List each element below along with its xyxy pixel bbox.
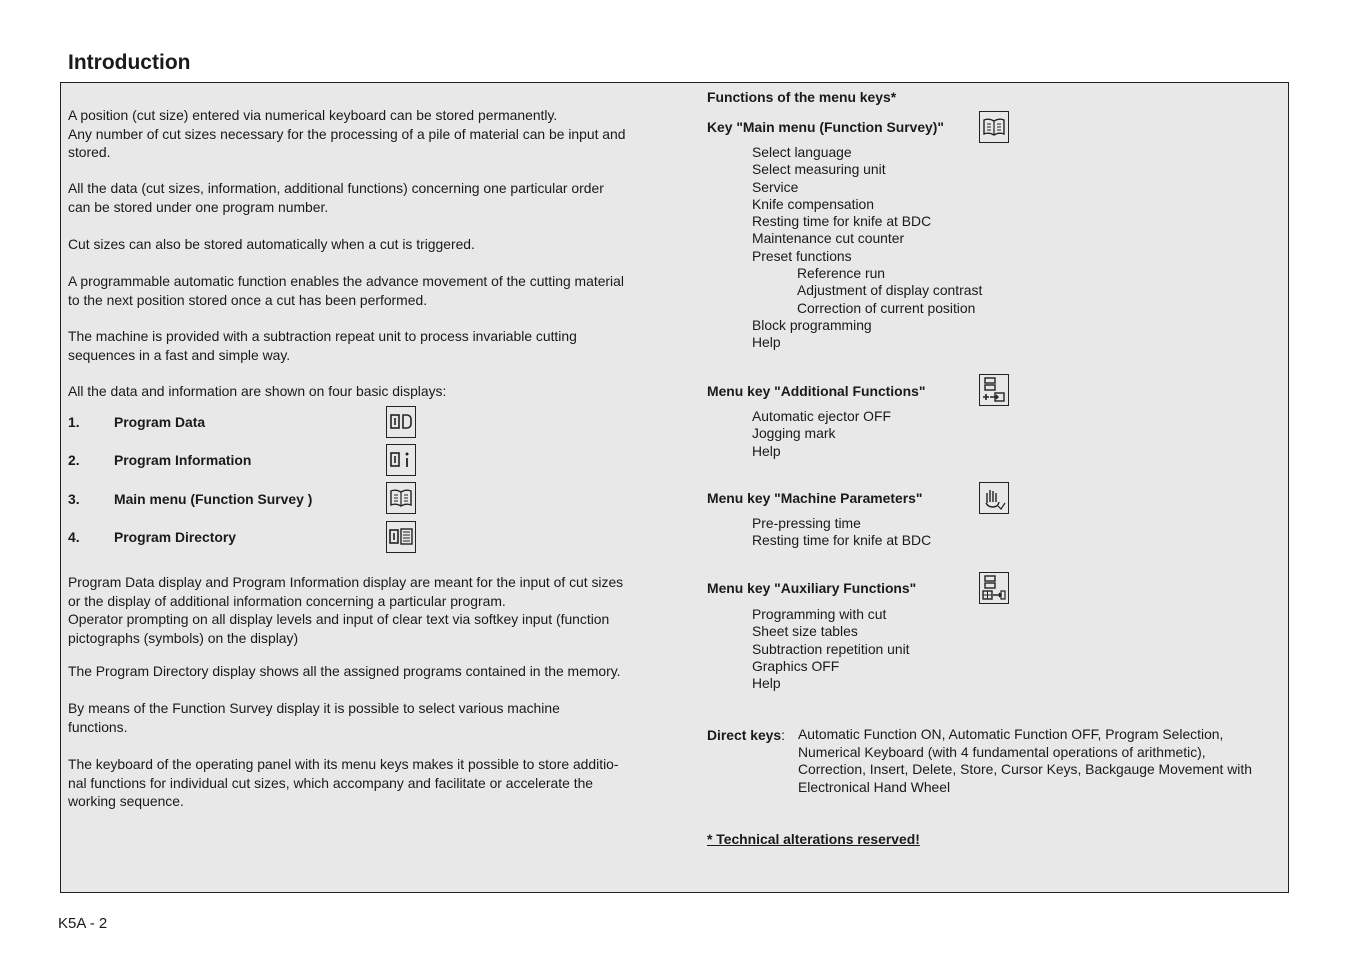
list-item: Preset functions bbox=[752, 247, 852, 264]
display-3-number: 3. bbox=[68, 491, 80, 507]
list-item: Select measuring unit bbox=[752, 161, 886, 178]
paragraph-3: Cut sizes can also be stored automatically when a cut is triggered. bbox=[68, 236, 475, 252]
program-directory-icon bbox=[386, 521, 416, 553]
list-item: Sheet size tables bbox=[752, 623, 858, 640]
paragraph-5: The machine is provided with a subtraction repeat unit to process invariable cutting sequences in a fast and simple way. bbox=[68, 328, 577, 363]
main-menu-book-icon bbox=[979, 111, 1009, 143]
paragraph-6: All the data and information are shown on four basic displays: bbox=[68, 383, 447, 399]
paragraph-2: All the data (cut sizes, information, additional functions) concerning one particular order can be stored under one program number. bbox=[68, 180, 604, 215]
main-menu-items bbox=[752, 144, 982, 352]
program-data-icon bbox=[386, 406, 416, 438]
page-title: Introduction bbox=[68, 51, 191, 74]
list-item: Graphics OFF bbox=[752, 657, 840, 674]
direct-keys-heading: Direct keys: bbox=[707, 727, 785, 743]
paragraph-8: The Program Directory display shows all the assigned programs contained in the memory. bbox=[68, 663, 621, 679]
additional-functions-icon bbox=[979, 374, 1009, 406]
list-sub-item: Correction of current position bbox=[797, 299, 976, 316]
display-2-label: Program Information bbox=[114, 452, 252, 468]
auxiliary-functions-icon bbox=[979, 572, 1009, 604]
list-item: Resting time for knife at BDC bbox=[752, 532, 932, 549]
additional-functions-items bbox=[752, 408, 891, 460]
list-item: Help bbox=[752, 442, 781, 459]
display-3-label: Main menu (Function Survey ) bbox=[114, 491, 313, 507]
list-item: Help bbox=[752, 334, 781, 351]
page-number: K5A - 2 bbox=[58, 915, 108, 932]
list-item: Jogging mark bbox=[752, 425, 836, 442]
list-item: Select language bbox=[752, 144, 852, 160]
machine-parameters-items bbox=[752, 515, 931, 550]
auxiliary-functions-label: Menu key "Auxiliary Functions" bbox=[707, 580, 917, 596]
list-item: Service bbox=[752, 178, 799, 195]
direct-keys-list: Automatic Function ON, Automatic Function OFF, Program Selection, Numerical Keyboard (with 4 fundamental operations of arithmetic), Correction, Insert, Delete, Store, Cursor Keys, Backgauge Movement with Electronical Hand Wheel bbox=[798, 726, 1252, 795]
display-4-number: 4. bbox=[68, 529, 80, 545]
paragraph-4: A programmable automatic function enables the advance movement of the cutting material to the next position stored once a cut has been performed. bbox=[68, 273, 624, 308]
list-item: Resting time for knife at BDC bbox=[752, 213, 932, 230]
machine-parameters-hand-icon bbox=[979, 482, 1009, 514]
main-menu-key-label: Key "Main menu (Function Survey)" bbox=[707, 119, 944, 135]
program-information-icon bbox=[386, 444, 416, 476]
menu-keys-heading: Functions of the menu keys* bbox=[707, 89, 897, 105]
paragraph-7: Program Data display and Program Information display are meant for the input of cut sizes or the display of additional information concerning a particular program. Operator prompting on all display levels and input of clear text via softkey input (function pictographs (symbols) on the display) bbox=[68, 574, 624, 646]
display-4-label: Program Directory bbox=[114, 529, 236, 545]
list-item: Help bbox=[752, 675, 781, 692]
list-item: Pre-pressing time bbox=[752, 515, 861, 531]
technical-note: * Technical alterations reserved! bbox=[707, 831, 920, 847]
display-1-label: Program Data bbox=[114, 414, 206, 430]
list-item: Knife compensation bbox=[752, 195, 875, 212]
list-item: Subtraction repetition unit bbox=[752, 640, 910, 657]
list-sub-item: Reference run bbox=[797, 265, 886, 282]
paragraph-10: The keyboard of the operating panel with its menu keys makes it possible to store additio- nal functions for individual cut sizes, which accompany and facilitate or accelerate the working sequence. bbox=[68, 756, 619, 809]
additional-functions-label: Menu key "Additional Functions" bbox=[707, 383, 926, 399]
list-item: Maintenance cut counter bbox=[752, 230, 905, 247]
display-1-number: 1. bbox=[68, 414, 80, 430]
paragraph-1: A position (cut size) entered via numerical keyboard can be stored permanently. Any number of cut sizes necessary for the processing of a pile of material can be input and stored. bbox=[68, 107, 626, 160]
list-item: Automatic ejector OFF bbox=[752, 408, 891, 424]
main-menu-book-icon bbox=[386, 482, 416, 514]
list-item: Block programming bbox=[752, 316, 872, 333]
paragraph-9: By means of the Function Survey display it is possible to select various machine functions. bbox=[68, 700, 560, 735]
machine-parameters-label: Menu key "Machine Parameters" bbox=[707, 490, 923, 506]
auxiliary-functions-items bbox=[752, 606, 910, 692]
list-sub-item: Adjustment of display contrast bbox=[797, 282, 983, 299]
list-item: Programming with cut bbox=[752, 606, 887, 622]
display-2-number: 2. bbox=[68, 452, 80, 468]
